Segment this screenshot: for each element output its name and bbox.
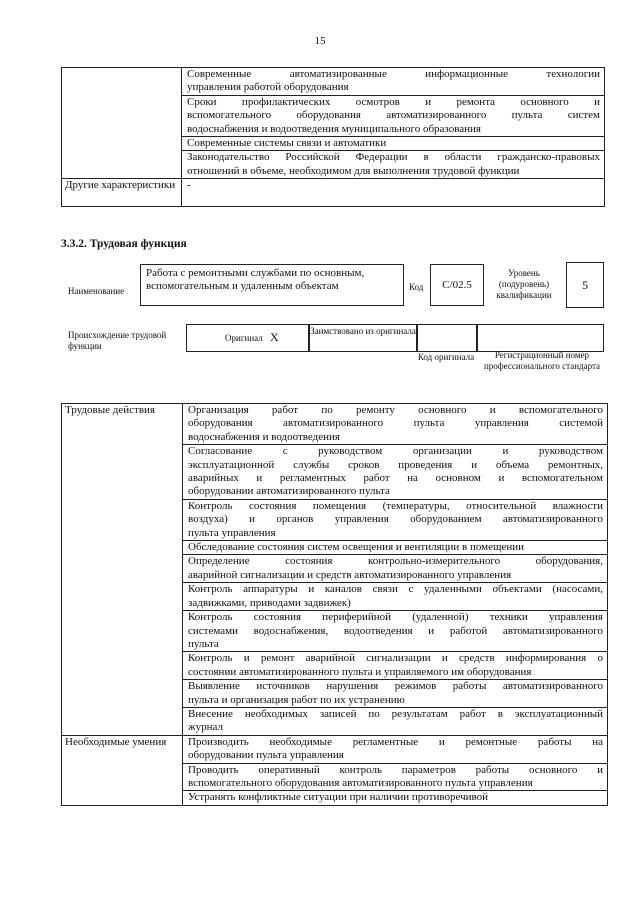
- page-number: 15: [314, 35, 326, 47]
- origin-label: Происхождение трудовой функции: [68, 330, 167, 351]
- list-item: [183, 499, 608, 540]
- text-line: управления работой оборудования: [187, 81, 349, 94]
- row-content: [182, 137, 605, 151]
- origin-original: Оригинал: [225, 333, 263, 343]
- list-item: [183, 680, 608, 708]
- row-content: [182, 179, 605, 207]
- group-label: Необходимые умения: [62, 735, 183, 805]
- text-line: Современные автоматизированные информационные технологии: [187, 68, 600, 80]
- table-row: [62, 404, 608, 445]
- origin-reg-box: [476, 324, 604, 352]
- origin-borrowed: Заимствовано из оригинала: [310, 326, 416, 336]
- list-item: [183, 583, 608, 611]
- row-content: [182, 68, 605, 96]
- list-item: [183, 652, 608, 680]
- row-label: Другие характеристики: [62, 179, 182, 207]
- text-line: аварийной сигнализации и средств автоматизированного управления: [188, 568, 512, 581]
- text-line: эксплуатационной службы сроков проведения и объема ремонтных,: [188, 458, 603, 471]
- text-line: Контроль аппаратуры и каналов связи с удаленными объектами (насосами,: [188, 583, 603, 596]
- code-original-caption: Код оригинала: [417, 352, 475, 362]
- code-value: C/02.5: [442, 279, 472, 291]
- origin-code-box: [416, 324, 478, 352]
- section-title: 3.3.2. Трудовая функция: [61, 238, 187, 250]
- text-line: задвижками, приводами задвижек): [188, 596, 351, 609]
- text-line: оборудовании пульта управления: [188, 749, 344, 762]
- origin-mark: X: [270, 330, 279, 344]
- text-line: Согласование с руководством организации и руководством: [188, 445, 603, 458]
- text-line: Определение состояния контрольно-измерительного оборудования,: [188, 555, 603, 568]
- table-row: [62, 179, 605, 207]
- name-value-box: [140, 264, 404, 306]
- text-line: отношений в объеме, необходимом для выполнения трудовой функции: [187, 164, 520, 177]
- text-line: Организация работ по ремонту основного и вспомогательного: [188, 404, 603, 416]
- text-line: Проводить оперативный контроль параметров работы основного и: [188, 763, 603, 776]
- text-line: пульта управления: [188, 526, 276, 539]
- text-line: Контроль и ремонт аварийной сигнализации и средств информирования о: [188, 652, 603, 665]
- text-line: Производить необходимые регламентные и ремонтные работы на: [188, 735, 603, 748]
- list-item: [183, 707, 608, 735]
- text-line: вспомогательного оборудования автоматизированного пульта управления: [188, 776, 533, 789]
- text-line: Законодательство Российской Федерации в области гражданско-правовых: [187, 151, 600, 164]
- text-line: пульта и организация работ по их устранению: [188, 693, 405, 706]
- main-table: [61, 403, 608, 806]
- list-item: [183, 445, 608, 500]
- list-item: [183, 541, 608, 555]
- text-line: аварийных и регламентных работ на основном и вспомогательном: [188, 472, 603, 485]
- name-label: Наименование: [68, 286, 125, 296]
- name-value: Работа с ремонтными службами по основным, вспомогательным и удаленным объектам: [146, 267, 365, 292]
- text-line: состоянии автоматизированного пульта и управляемого им оборудования: [188, 665, 532, 678]
- text-line: Контроль состояния помещения (температуры, относительной влажности: [188, 499, 603, 512]
- text-line: оборудовании автоматизированного пульта: [188, 485, 390, 498]
- text-line: -: [187, 179, 191, 192]
- text-line: системами водоснабжения, водоотведения и работой автоматизированного: [188, 624, 603, 637]
- text-line: Современные системы связи и автоматики: [187, 137, 387, 150]
- text-line: Внесение необходимых записей по результатам работ в эксплуатационный: [188, 707, 603, 720]
- text-line: Обследование состояния систем освещения и вентиляции в помещении: [188, 541, 525, 554]
- origin-original-box: [186, 324, 310, 352]
- list-item: [183, 735, 608, 763]
- text-line: Сроки профилактических осмотров и ремонта основного и: [187, 95, 600, 108]
- level-value-box: [566, 262, 604, 308]
- text-line: вспомогательного оборудования автоматизированного пульта систем: [187, 109, 600, 122]
- list-item: [183, 404, 608, 445]
- text-line: водоснабжения и водоотведения: [188, 430, 340, 443]
- row-label: [62, 68, 182, 179]
- text-line: журнал: [188, 721, 223, 734]
- reg-number-caption: Регистрационный номер профессионального стандарта: [483, 350, 601, 371]
- code-label: Код: [409, 282, 424, 292]
- text-line: Контроль состояния периферийной (удаленной) техники управления: [188, 611, 603, 624]
- row-content: [182, 151, 605, 179]
- row-content: [182, 95, 605, 136]
- text-line: воздуха) и органов управления оборудованием автоматизированного: [188, 513, 603, 526]
- code-value-box: [430, 264, 484, 306]
- level-value: 5: [582, 278, 588, 292]
- level-label: Уровень (подуровень) квалификации: [496, 268, 552, 300]
- list-item: [183, 611, 608, 652]
- text-line: Выявление источников нарушения режимов работы автоматизированного: [188, 680, 603, 693]
- text-line: водоснабжения и водоотведения муниципального образования: [187, 122, 481, 135]
- origin-borrowed-box: [308, 324, 418, 352]
- table-row: [62, 68, 605, 96]
- list-item: [183, 763, 608, 791]
- list-item: [183, 791, 608, 805]
- text-line: оборудования автоматизированного пульта управления системой: [188, 417, 603, 430]
- text-line: Устранять конфликтные ситуации при наличии противоречивой: [188, 791, 488, 804]
- top-knowledge-table: [61, 67, 605, 207]
- text-line: пульта: [188, 637, 219, 650]
- group-label: Трудовые действия: [62, 404, 183, 736]
- table-row: [62, 735, 608, 763]
- list-item: [183, 555, 608, 583]
